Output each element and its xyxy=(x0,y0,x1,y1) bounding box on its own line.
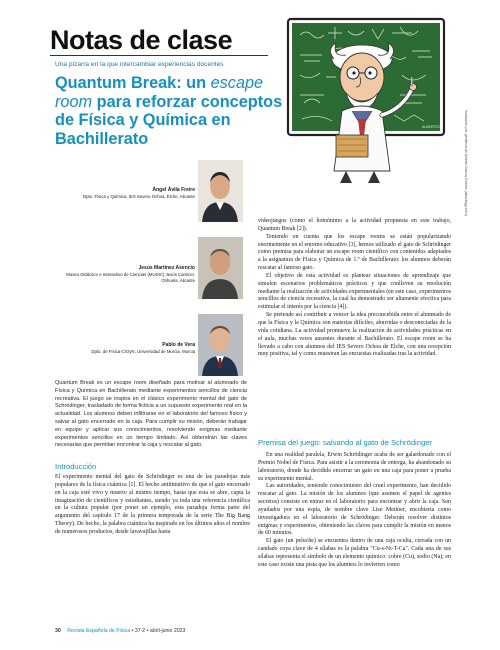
footer-separator: • xyxy=(131,628,135,634)
journal-issue: 37-2 xyxy=(134,628,146,634)
author-block xyxy=(55,187,195,200)
author-name: Ángel Ávila Freire xyxy=(152,187,195,193)
intro-body xyxy=(55,474,250,537)
paragraph: El objetivo de esta actividad es plantear situaciones de aprendizaje que simulen escenarios problemáticos prácticos y que conlleven su resolución mediante la realización de actividades experimentales (en este caso, experimentos sencillos de ciencia recreativa, la cual ha demostrado ser altamente efectiva para estimular el interés por la ciencia [4]). xyxy=(258,272,451,311)
author-block xyxy=(55,265,195,284)
paragraph: Las autoridades, teniendo conocimiento del cruel experimento, han decidido rescatar al gato. La misión de los alumnos (que asumen el papel de agentes secretos) consiste en entrar en el laboratorio para encontrar y abrir la caja. Son ayudados por una espía, de nombre clave Lise Meitner, encubierta como investigadora en el laboratorio de Schrödinger. Deberán resolver distintos enigmas y experimentos, obteniendo las claves para cumplir la misión en menos de 60 minutos. xyxy=(258,483,451,537)
author-affiliation: Museo Didáctico e Interactivo de Ciencias (MUDIC) Jesús Camicer, Orihuela, Alicante xyxy=(66,272,195,284)
intro-paragraph: El experimento mental del gato de Schrödinger es una de las paradojas más populares de la física cuántica [1]. El hecho antiintuitivo de que el gato encerrado en la caja esté vivo y muerto al mismo tiempo, hasta que esta se abre, capta la imaginación de científicos y estudiantes, siendo ya toda una referencia científica en la cultura popular (por poner un ejemplo, esta paradoja forma parte del argumento del capítulo 17 de la primera temporada de la serie The Big Bang Theory). De hecho, la palabra cuántica ha inspirado en los últimos años el nombre de numerosos productos, desde lavavajillas hasta xyxy=(55,474,250,535)
premise-heading: Premisa del juego: salvando al gato de Schrödinger xyxy=(258,438,432,447)
paragraph: En una realidad paralela, Erwin Schrödinger acaba de ser galardonado con el Premio Nobel de Física. Para asistir a la ceremonia de entrega, ha abandonado su laboratorio, donde ha decidido encerrar un gato en una caja para poner a prueba su experimento mental. xyxy=(258,452,451,482)
article-title-italic: escape room xyxy=(55,74,264,111)
journal-date: abril-junio 2023 xyxy=(149,628,186,634)
section-title: Notas de clase xyxy=(50,25,233,55)
paragraph: Se pretende así contribuir a vencer la idea preconcebida entre el alumnado de que la Física y la Química son materias difíciles, aburridas o desconectadas de la vida cotidiana. La actividad promueve la realización de actividades prácticas en el aula, muchas veces ausentes durante el Bachillerato. El escape room se ha llevado a cabo con alumnos del IES Severo Ochoa de Elche, con una recepción muy positiva, tal y como muestran las encuestas realizadas tras la actividad. xyxy=(258,312,451,358)
right-column-bottom xyxy=(258,452,451,570)
journal-name: Revista Española de Física xyxy=(67,628,131,634)
page-number: 30 xyxy=(55,628,61,634)
author-photo xyxy=(198,314,243,376)
illustration-credit: Ilustración por gentileza de Alberto García Gómez (albertogg.com) xyxy=(464,110,468,216)
author-affiliation: Dpto. de Física-CIOyN, Universidad de Murcia, Murcia xyxy=(91,349,195,354)
article-abstract: Quantum Break es un escape room diseñado para motivar al alumnado de Física y Química en Bachillerato mediante experimentos sencillos de ciencia recreativa. El juego se inspira en el clásico experimento mental del gato de Schrödinger, trasladado de forma ficticia a un supuesto experimento real en la actualidad. Los alumnos deben infiltrarse en el laboratorio del famoso físico y salvar al gato encerrado en la caja. Para cumplir su misión, deberán trabajar en equipo y aplicar sus conocimientos, resolviendo enigmas mediante experimentos sencillos en un tiempo limitado. Así obtendrán las claves necesarias que permitan encontrar la caja y rescatar al gato. xyxy=(55,380,247,449)
paragraph: Teniendo en cuenta que los escape rooms se están popularizando enormemente en el entorno educativo [3], hemos utilizado el gato de Schrödinger como premisa para elaborar un escape room científico con contenidos adaptados a la asignatura de Física y Química de 1.º de Bachillerato: los alumnos deberán rescatar al famoso gato. xyxy=(258,233,451,272)
article-title-part1: Quantum Break: un xyxy=(55,74,211,92)
author-affiliation: Dpto. Física y Química, IES Severo Ochoa, Elche, Alicante xyxy=(82,194,195,199)
author-photo xyxy=(198,160,243,222)
paragraph: videojuegos (como el homónimo a la actividad propuesta en este trabajo, Quantum Break [2]). xyxy=(258,218,451,232)
article-title xyxy=(55,74,285,148)
paragraph: El gato (un peluche) se encuentra dentro de una caja oculta, cerrada con un candado cuya clave de 4 sílabas es la palabra "Cu-s-Ni-T-Ca". Cada una de sus sílabas representa el símbolo de un elemento químico: cobre (Cu), sodio (Na); en este caso existe una pista que los alumnos lo invierten como xyxy=(258,538,451,568)
footer-separator: • xyxy=(146,628,150,634)
author-photo xyxy=(198,237,243,299)
scientist-illustration xyxy=(282,15,452,191)
article-title-part2: para reforzar conceptos de Física y Química en Bachillerato xyxy=(55,92,283,148)
author-name: Pablo de Vera xyxy=(162,342,195,348)
author-block xyxy=(55,342,195,355)
board-signature: ALBERTOG xyxy=(422,125,441,129)
author-name: Jesús Martínez Asencio xyxy=(138,265,195,271)
intro-heading: Introducción xyxy=(55,462,97,471)
right-column-top xyxy=(258,218,451,359)
section-subtitle: Una pizarra en la que intercambiar experiencias docentes xyxy=(55,61,224,68)
page-footer xyxy=(55,628,185,634)
title-rule xyxy=(50,55,268,56)
